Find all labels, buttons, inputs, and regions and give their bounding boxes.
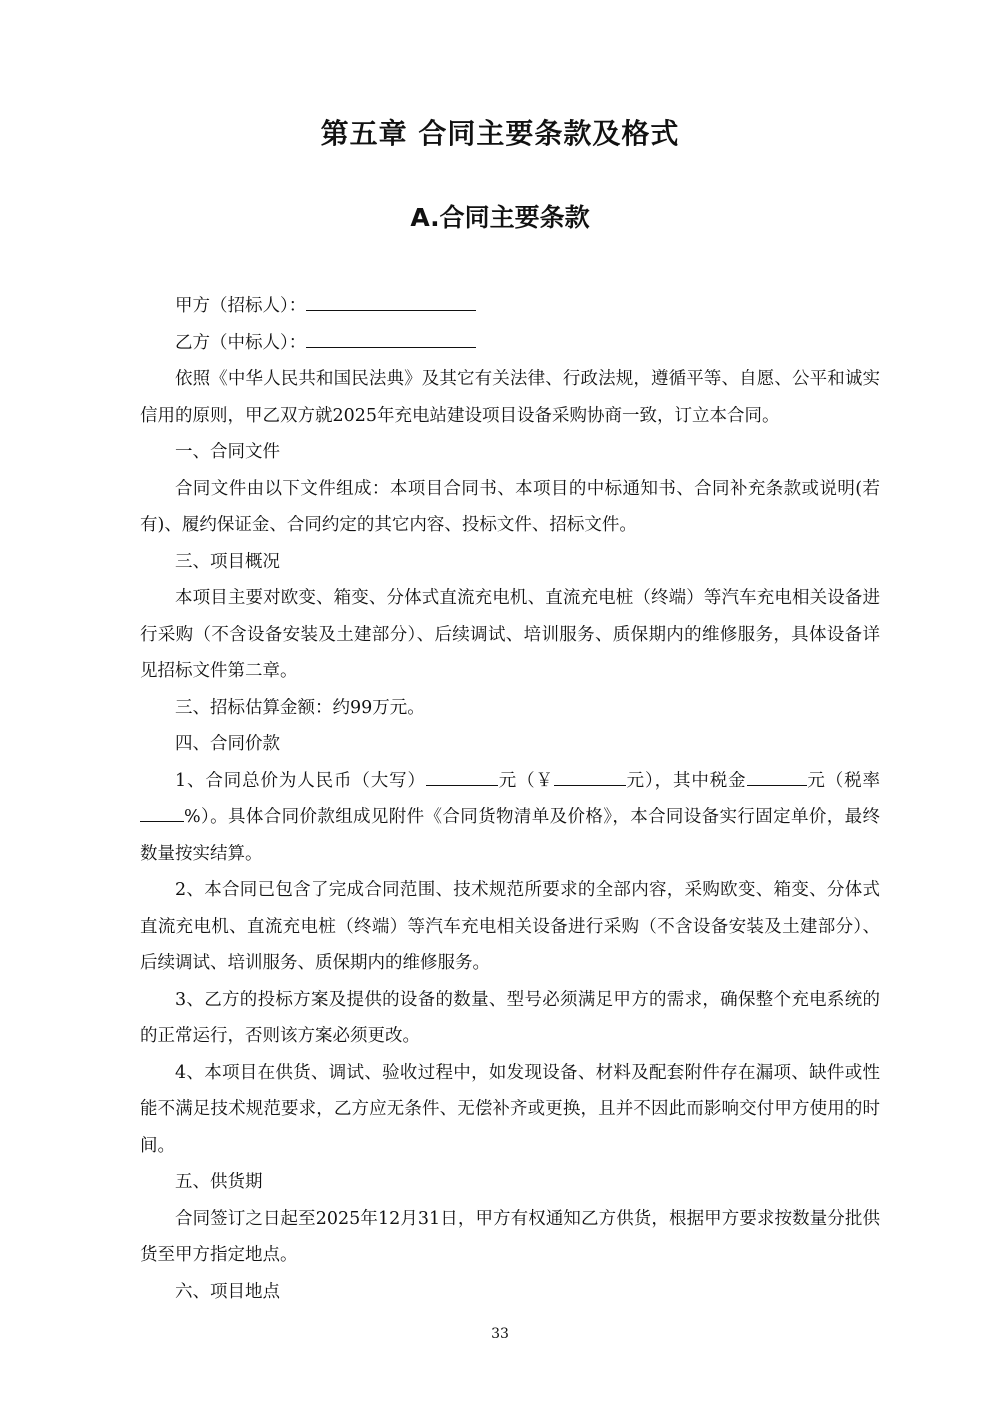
- section-1-heading: 一、合同文件: [175, 442, 280, 462]
- tax-rate-blank: [140, 802, 184, 822]
- amount-figures-blank: [554, 765, 626, 785]
- page-number: 33: [491, 1326, 509, 1342]
- clause-1-part4: 元（税率: [806, 770, 881, 791]
- section-5-heading: 五、供货期: [175, 1172, 263, 1192]
- section-6-heading: 六、项目地点: [175, 1281, 280, 1302]
- party-b-label: 乙方（中标人）：: [175, 332, 307, 353]
- intro-paragraph: 依照《中华人民共和国民法典》及其它有关法律、行政法规，遵循平等、自愿、公平和诚实信用的原则，甲乙双方就2025年充电站建设项目设备采购协商一致，订立本合同。: [140, 369, 880, 426]
- section-2-text: 本项目主要对欧变、箱变、分体式直流充电机、直流充电桩（终端）等汽车充电相关设备进行采购（不含设备安装及土建部分）、后续调试、培训服务、质保期内的维修服务，具体设备详见招标文件第二章。: [140, 588, 880, 681]
- party-a-line: [140, 288, 880, 325]
- section-1-text: 合同文件由以下文件组成：本项目合同书、本项目的中标通知书、合同补充条款或说明(若有)、履约保证金、合同约定的其它内容、投标文件、招标文件。: [140, 478, 880, 535]
- contract-body: [140, 288, 880, 1310]
- party-a-label: 甲方（招标人）：: [175, 296, 307, 316]
- party-b-blank: [306, 327, 476, 347]
- clause-3: 3、乙方的投标方案及提供的设备的数量、型号必须满足甲方的需求，确保整个充电系统的的正常运行，否则该方案必须更改。: [140, 989, 880, 1046]
- section-5-text: 合同签订之日起至2025年12月31日，甲方有权通知乙方供货，根据甲方要求按数量分批供货至甲方指定地点。: [140, 1208, 880, 1265]
- amount-words-blank: [426, 765, 498, 785]
- clause-1: [140, 763, 880, 873]
- section-2-heading: 三、项目概况: [175, 551, 280, 572]
- section-3-text: 三、招标估算金额：约99万元。: [175, 697, 425, 718]
- clause-1-part5: %）。具体合同价款组成见附件《合同货物清单及价格》，本合同设备实行固定单价，最终数量按实结算。: [140, 807, 880, 864]
- clause-1-part1: 1、合同总价为人民币（大写）: [175, 770, 426, 791]
- clause-2: 2、本合同已包含了完成合同范围、技术规范所要求的全部内容，采购欧变、箱变、分体式直流充电机、直流充电桩（终端）等汽车充电相关设备进行采购（不含设备安装及土建部分）、后续调试、培训服务、质保期内的维修服务。: [140, 880, 880, 973]
- tax-amount-blank: [747, 765, 807, 785]
- chapter-title: 第五章 合同主要条款及格式: [320, 117, 680, 150]
- party-b-line: [140, 325, 880, 362]
- clause-1-part2: 元（￥: [497, 770, 554, 791]
- clause-4: 4、本项目在供货、调试、验收过程中，如发现设备、材料及配套附件存在漏项、缺件或性能不满足技术规范要求，乙方应无条件、无偿补齐或更换，且并不因此而影响交付甲方使用的时间。: [140, 1062, 880, 1156]
- clause-1-part3: 元），其中税金: [625, 770, 747, 791]
- section-title: A.合同主要条款: [410, 203, 590, 232]
- party-a-blank: [306, 291, 476, 311]
- section-4-heading: 四、合同价款: [175, 734, 280, 754]
